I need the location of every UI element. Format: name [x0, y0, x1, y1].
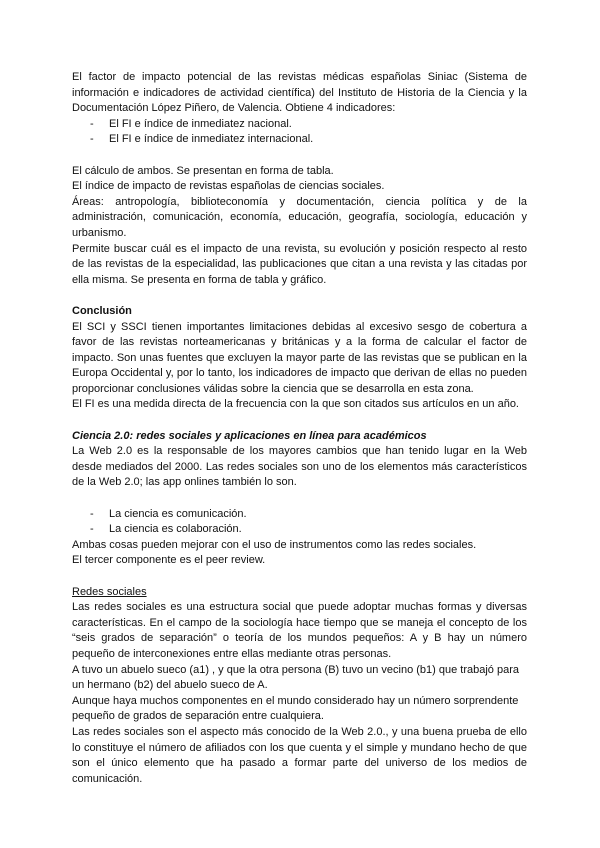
spacer: [72, 413, 527, 429]
indicator-list: [72, 117, 527, 148]
tercer-paragraph: El tercer componente es el peer review.: [72, 554, 266, 567]
spacer: [72, 148, 527, 164]
list-item: - El FI e índice de inmediatez internacional.: [90, 132, 527, 148]
list-item: - El FI e índice de inmediatez nacional.: [90, 117, 527, 133]
ciencia-paragraph: La Web 2.0 es la responsable de los mayores cambios que han tenido lugar en la Web desde mediados del 2000. Las redes sociales son uno de los elementos más característicos de la Web 2.0; las app onlines también lo son.: [72, 445, 527, 489]
ciencia-heading: Ciencia 2.0: redes sociales y aplicaciones en línea para académicos: [72, 429, 427, 442]
spacer: [72, 288, 527, 304]
fi-paragraph: El FI es una medida directa de la frecuencia con la que son citados sus artículos en un año.: [72, 398, 519, 411]
redes-heading: Redes sociales: [72, 585, 147, 598]
list-item: - La ciencia es colaboración.: [90, 522, 527, 538]
index-line: El índice de impacto de revistas españolas de ciencias sociales.: [72, 180, 385, 193]
redes-paragraph: Las redes sociales son el aspecto más conocido de la Web 2.0., y una buena prueba de ello lo constituye el número de afiliados con los que cuenta y el simple y mundano hecho de que son el único elemento que ha pasado a formar parte del universo de los medios de comunicación.: [72, 725, 527, 785]
ambas-paragraph: Ambas cosas pueden mejorar con el uso de instrumentos como las redes sociales.: [72, 538, 477, 551]
conclusion-paragraph: El SCI y SSCI tienen importantes limitaciones debidas al excesivo sesgo de cobertura a favor de las revistas norteamericanas y británicas y a la forma de calcular el factor de impacto. Son unas fuentes que excluyen la mayor parte de las revistas que se publican en la Europa Occidental y, por lo tanto, los indicadores de impacto que derivan de ellas no pueden proporcionar conclusiones válidas sobre la ciencia que se desarrolla en esta zona.: [72, 320, 527, 395]
spacer: [72, 569, 527, 585]
areas-paragraph: Áreas: antropología, biblioteconomía y documentación, ciencia política y de la administración, comunicación, economía, educación, geografía, sociología, educación y urbanismo.: [72, 195, 527, 239]
document-page: [72, 70, 527, 787]
permite-paragraph: Permite buscar cuál es el impacto de una revista, su evolución y posición respecto al resto de las revistas de la especialidad, las publicaciones que citan a una revista y las citadas por ella misma. Se presenta en forma de tabla y gráfico.: [72, 242, 527, 286]
redes-paragraph: Aunque haya muchos componentes en el mundo considerado hay un número sorprendente pequeño de grados de separación entre cualquiera.: [72, 694, 519, 723]
conclusion-heading: Conclusión: [72, 304, 132, 317]
list-item: - La ciencia es comunicación.: [90, 507, 527, 523]
redes-paragraph: Las redes sociales es una estructura social que puede adoptar muchas formas y diversas características. En el campo de la sociología hace tiempo que se maneja el concepto de los “seis grados de separación” o teoría de los mundos pequeños: A y B hay un número pequeño de interconexiones entre ellas mediante otras personas.: [72, 601, 527, 660]
ciencia-list: [72, 507, 527, 538]
redes-paragraph: A tuvo un abuelo sueco (a1) , y que la otra persona (B) tuvo un vecino (b1) que trabajó para un hermano (b2) del abuelo sueco de A.: [72, 663, 519, 692]
spacer: [72, 491, 527, 507]
calc-line: El cálculo de ambos. Se presentan en forma de tabla.: [72, 164, 334, 177]
intro-paragraph: El factor de impacto potencial de las revistas médicas españolas Siniac (Sistema de información e indicadores de actividad científica) del Instituto de Historia de la Ciencia y la Documentación López Piñero, de Valencia. Obtiene 4 indicadores:: [72, 71, 527, 115]
